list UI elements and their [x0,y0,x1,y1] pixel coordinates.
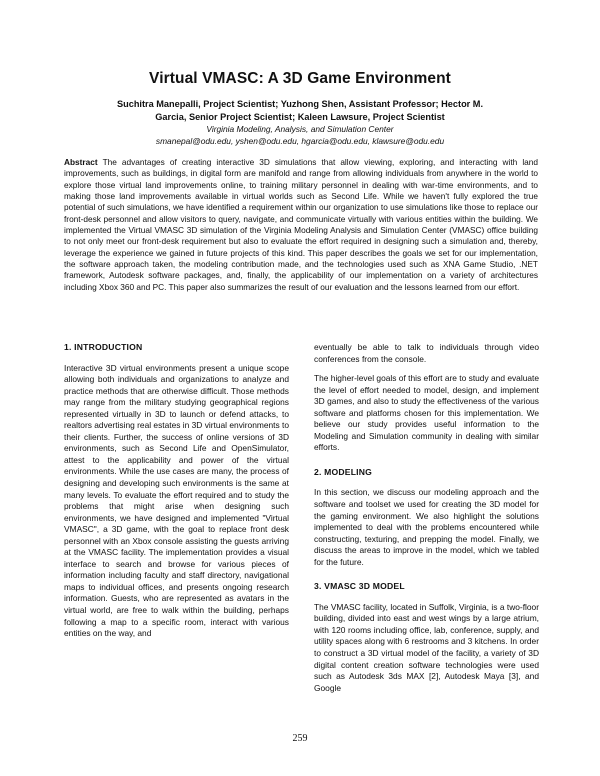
section-heading-modeling: 2. MODELING [314,466,373,477]
section-heading-vmasc-model: 3. VMASC 3D MODEL [314,581,405,592]
author-line-2: Garcia, Senior Project Scientist; Kaleen Lawsure, Project Scientist [155,112,445,122]
left-column [64,342,289,640]
affiliation-block [60,124,540,147]
goals-paragraph: The higher-level goals of this effort are to study and evaluate the level of effort needed to model, design, and implement 3D games, and also to study the effectiveness of the various software and platforms chosen for this implementation. We believe our study provides useful information to the Modeling and Simulation community in dealing with similar efforts. [314,373,539,453]
page-number: 259 [292,733,308,744]
modeling-paragraph: In this section, we discuss our modeling approach and the software and toolset we used for creating the 3D model for the gaming environment. We also highlight the solutions implemented to deal with the problems encountered while constructing, texturing, and prepping the model. Finally, we discuss the areas to improve in the model, which we tabled for the future. [314,487,539,567]
introduction-paragraph: Interactive 3D virtual environments present a unique scope allowing both individuals and organizations to analyze and practice methods that are otherwise difficult. Those methods may range from the military studying geographical regions represented virtually in 3D to launch or defend attacks, to realtors advertising real estates in 3D virtual environments to their clients. Further, the success of online versions of 3D environments, such as Second Life and OpenSimulator, attest to the applicability and power of the virtual environments. While the use cases are many, the process of designing and developing such environments is the same at many levels. To evaluate the effort required and to study the problems that might arise when designing such environments, we have designed and implemented "Virtual VMASC", a 3D game, with the goal to replace front desk personnel with an Xbox console assisting the guests arriving at the VMASC facility. The implementation provides a visual interface to search and browse for various pieces of information including faculty and staff directory, navigational maps to individual offices, and presents ongoing research information. Guests, who are represented as avatars in the virtual world, are free to walk within the building, perhaps following a map to a specific room, interact with various entities on the way, and [64,362,289,639]
abstract-paragraph [64,157,538,293]
right-column [314,342,539,694]
affiliation: Virginia Modeling, Analysis, and Simulation Center [206,124,394,134]
author-list [66,98,534,124]
abstract-label: Abstract [64,157,98,167]
author-line-1: Suchitra Manepalli, Project Scientist; Yuzhong Shen, Assistant Professor; Hector M. [116,99,484,109]
introduction-continuation: eventually be able to talk to individuals through video conferences from the console. [314,342,539,364]
paper-title: Virtual VMASC: A 3D Game Environment [149,70,451,87]
abstract-text: The advantages of creating interactive 3D simulations that allow viewing, exploring, and interacting with land improvements, such as buildings, in digital form are manifold and range from allowing individuals from anywhere in the world to explore those virtual land improvements online, to training military personnel in dealing with war-time environments, and to making those land improvements available in virtual worlds such as Second Life. While we haven't fully explored the true potential of such simulations, we have identified a requirement within our organization to use simulations like those to replace our front-desk personnel and allow visitors to query, navigate, and communicate virtually with various entities within the building. We implemented the Virtual VMASC 3D simulation of the Virginia Modeling Analysis and Simulation Center (VMASC) office building to not only meet our front-desk requirement but also to evaluate the effort required in designing such a simulation and, thereby, leverage the experience we gained in future projects of this kind. This paper describes the goals we set for our implementation, the software approach taken, the modeling contribution made, and the technologies used such as XNA Game Studio, .NET framework, Autodesk software packages, and, finally, the applicability of our implementation on a variety of architectures including Xbox 360 and PC. This paper also summarizes the result of our evaluation and the lessons learned from our effort. [64,157,539,292]
section-heading-introduction: 1. INTRODUCTION [64,342,143,352]
author-emails: smanepal@odu.edu, yshen@odu.edu, hgarcia@odu.edu, klawsure@odu.edu [155,135,445,146]
vmasc-model-paragraph: The VMASC facility, located in Suffolk, Virginia, is a two-floor building, divided into east and west wings by a large atrium, with 120 rooms including office, lab, conference, supply, and utility spaces along with 6 restrooms and 3 kitchens. In order to construct a 3D virtual model of the facility, a variety of 3D digital content creation software technologies were used such as Autodesk 3ds MAX [2], Autodesk Maya [3], and Google [314,601,539,693]
